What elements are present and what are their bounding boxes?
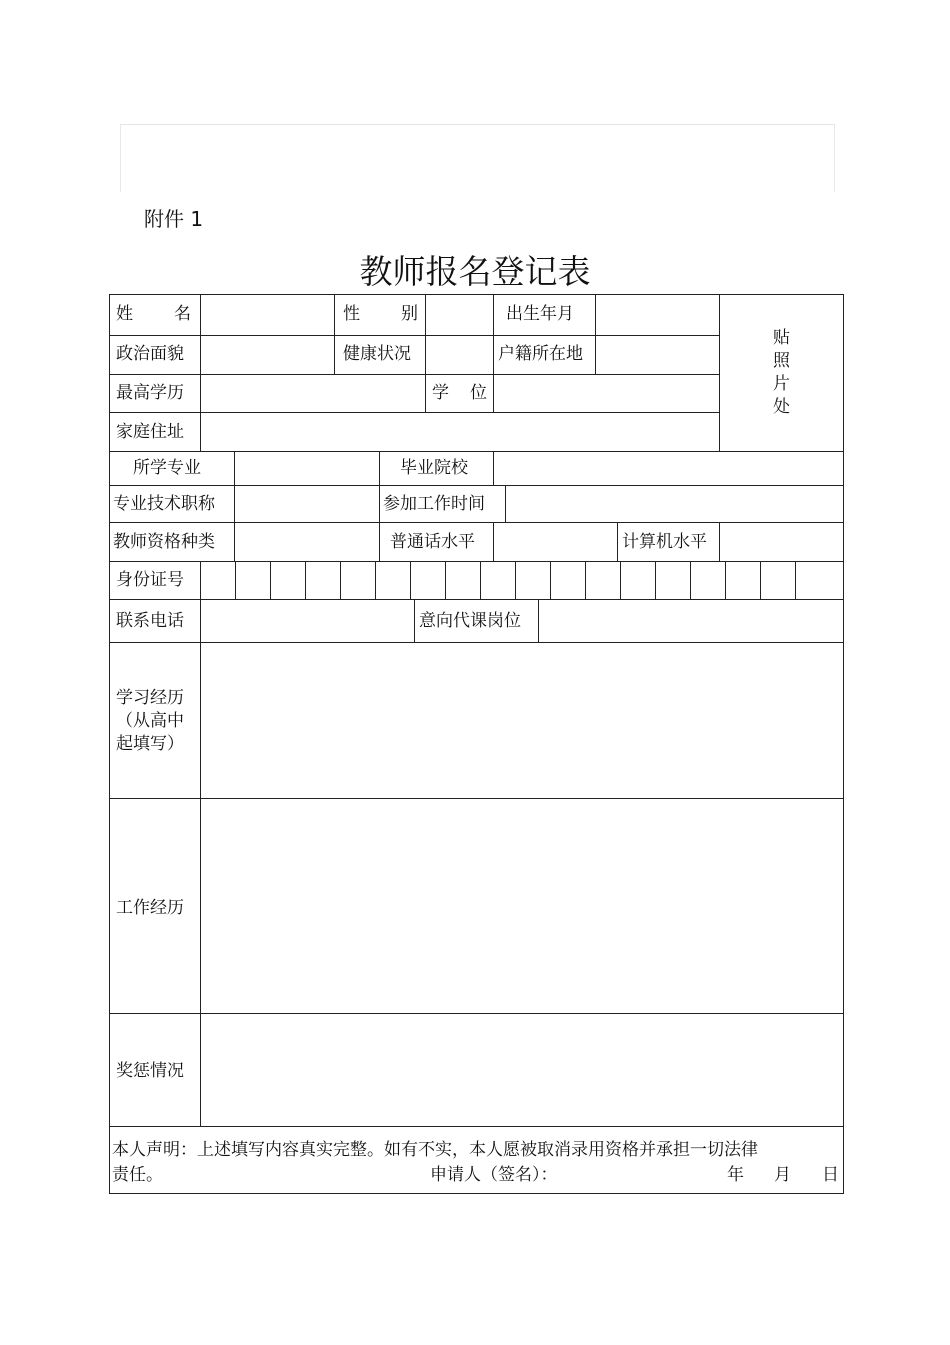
table-border-right bbox=[843, 294, 844, 1194]
label-photo-4: 处 bbox=[773, 397, 790, 417]
major-input[interactable] bbox=[235, 452, 379, 485]
politics-input[interactable] bbox=[201, 336, 334, 374]
label-study-1: 学习经历 bbox=[116, 688, 184, 708]
label-gender-2: 别 bbox=[401, 304, 418, 324]
declaration-text: 本人声明：上述填写内容真实完整。如有不实，本人愿被取消录用资格并承担一切法律 bbox=[112, 1140, 758, 1160]
table-border-left bbox=[109, 294, 110, 1194]
label-politics: 政治面貌 bbox=[116, 344, 184, 364]
day-label: 日 bbox=[822, 1165, 839, 1185]
year-label: 年 bbox=[727, 1165, 744, 1185]
photo-area[interactable] bbox=[720, 295, 843, 451]
label-photo-1: 贴 bbox=[773, 328, 790, 348]
school-input[interactable] bbox=[494, 452, 843, 485]
degree-input[interactable] bbox=[494, 375, 719, 412]
label-phone: 联系电话 bbox=[116, 611, 184, 631]
label-name-2: 名 bbox=[174, 304, 191, 324]
label-computer: 计算机水平 bbox=[622, 532, 707, 552]
col-line bbox=[414, 599, 415, 642]
gender-input[interactable] bbox=[426, 295, 493, 335]
label-photo-3: 片 bbox=[773, 374, 790, 394]
title-input[interactable] bbox=[235, 486, 379, 522]
birth-input[interactable] bbox=[596, 295, 719, 335]
label-name-1: 姓 bbox=[116, 304, 133, 324]
attachment-label: 附件 1 bbox=[144, 207, 204, 231]
signature-field[interactable] bbox=[575, 1160, 715, 1188]
label-post: 意向代课岗位 bbox=[419, 611, 521, 631]
col-line bbox=[379, 451, 380, 561]
col-line bbox=[334, 294, 335, 374]
label-work: 工作经历 bbox=[116, 898, 184, 918]
label-degree-1: 学 bbox=[432, 383, 449, 403]
label-title: 专业技术职称 bbox=[113, 494, 215, 514]
label-work-start: 参加工作时间 bbox=[383, 494, 485, 514]
qualification-input[interactable] bbox=[235, 523, 379, 561]
label-health: 健康状况 bbox=[343, 344, 411, 364]
table-border-bottom bbox=[109, 1193, 844, 1194]
phone-input[interactable] bbox=[201, 600, 414, 642]
label-education: 最高学历 bbox=[116, 383, 184, 403]
label-photo-2: 照 bbox=[773, 351, 790, 371]
work-start-input[interactable] bbox=[506, 486, 843, 522]
label-id-number: 身份证号 bbox=[116, 570, 184, 590]
col-line bbox=[617, 522, 618, 561]
education-input[interactable] bbox=[201, 375, 425, 412]
awards-input[interactable] bbox=[201, 1014, 843, 1126]
mandarin-input[interactable] bbox=[494, 523, 617, 561]
label-awards: 奖惩情况 bbox=[116, 1061, 184, 1081]
post-input[interactable] bbox=[539, 600, 843, 642]
label-address: 家庭住址 bbox=[116, 422, 184, 442]
label-gender-1: 性 bbox=[343, 304, 360, 324]
declaration-text-2: 责任。 bbox=[112, 1165, 163, 1185]
computer-input[interactable] bbox=[720, 523, 843, 561]
hukou-input[interactable] bbox=[596, 336, 719, 374]
label-school: 毕业院校 bbox=[400, 458, 468, 478]
label-study-3: 起填写） bbox=[116, 734, 184, 754]
label-hukou: 户籍所在地 bbox=[498, 344, 583, 364]
study-history-input[interactable] bbox=[201, 643, 843, 798]
month-label: 月 bbox=[774, 1165, 791, 1185]
id-number-input[interactable] bbox=[201, 562, 843, 599]
health-input[interactable] bbox=[426, 336, 493, 374]
name-input[interactable] bbox=[201, 295, 334, 335]
label-degree-2: 位 bbox=[470, 383, 487, 403]
work-history-input[interactable] bbox=[201, 799, 843, 1013]
label-mandarin: 普通话水平 bbox=[390, 532, 475, 552]
row-line bbox=[109, 1126, 844, 1127]
label-birth: 出生年月 bbox=[506, 304, 574, 324]
signer-label: 申请人（签名）： bbox=[430, 1165, 558, 1185]
label-major: 所学专业 bbox=[133, 458, 201, 478]
address-input[interactable] bbox=[201, 413, 719, 451]
label-study-2: （从高中 bbox=[116, 711, 184, 731]
form-title: 教师报名登记表 bbox=[359, 252, 591, 291]
label-qualification: 教师资格种类 bbox=[113, 532, 215, 552]
